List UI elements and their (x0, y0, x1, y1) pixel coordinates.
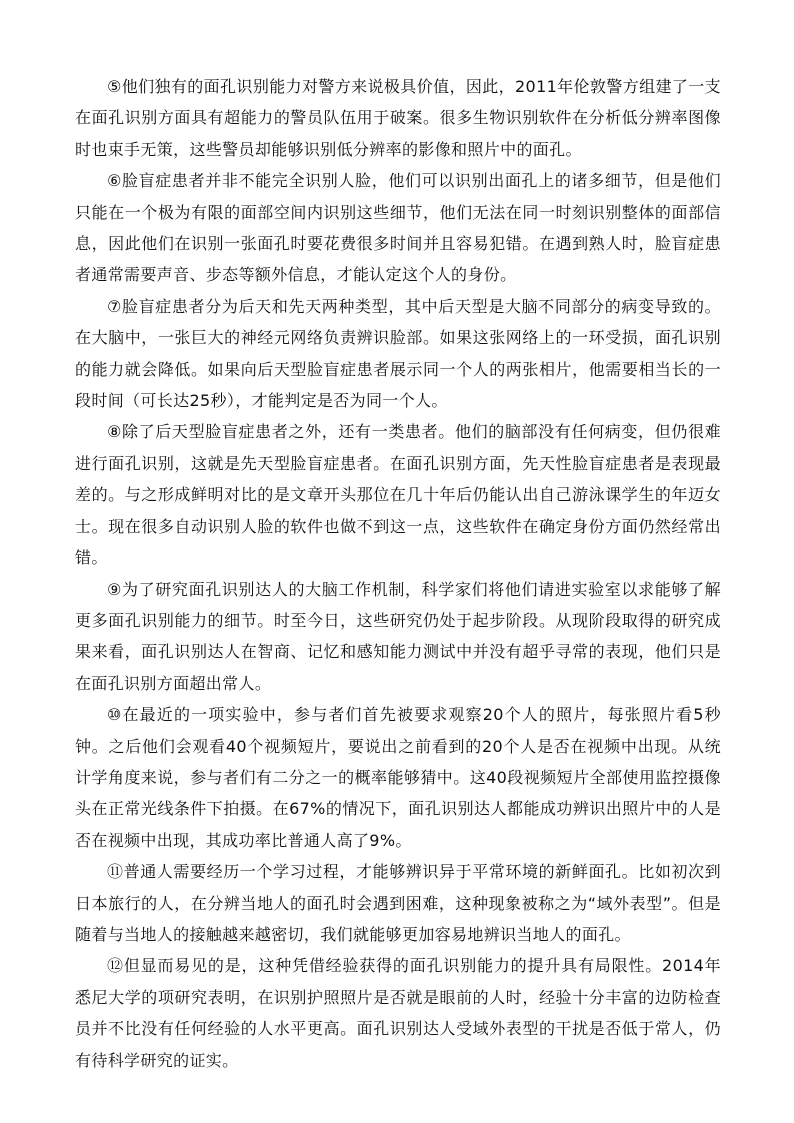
paragraph-8: ⑧除了后天型脸盲症患者之外，还有一类患者。他们的脑部没有任何病变，但仍很难进行面孔识别，这就是先天型脸盲症患者。在面孔识别方面，先天性脸盲症患者是表现最差的。与之形成鲜明对比的是文章开头那位在几十年后仍能认出自己游泳课学生的年迈女士。现在很多自动识别人脸的软件也做不到这一点，这些软件在确定身份方面仍然经常出错。 (75, 422, 721, 568)
paragraph-7: ⑦脸盲症患者分为后天和先天两种类型，其中后天型是大脑不同部分的病变导致的。在大脑中，一张巨大的神经元网络负责辨识脸部。如果这张网络上的一环受损，面孔识别的能力就会降低。如果向后天型脸盲症患者展示同一个人的两张相片，他需要相当长的一段时间（可长达25秒），才能判定是否为同一个人。 (75, 296, 721, 411)
paragraph-9: ⑨为了研究面孔识别达人的大脑工作机制，科学家们将他们请进实验室以求能够了解更多面孔识别能力的细节。时至今日，这些研究仍处于起步阶段。从现阶段取得的研究成果来看，面孔识别达人在智商、记忆和感知能力测试中并没有超乎寻常的表现，他们只是在面孔识别方面超出常人。 (75, 579, 721, 693)
document-page (75, 71, 721, 1076)
paragraph-11: ⑪普通人需要经历一个学习过程，才能够辨识异于平常环境的新鲜面孔。比如初次到日本旅行的人，在分辨当地人的面孔时会遇到困难，这种现象被称之为“域外表型”。但是随着与当地人的接触越来越密切，我们就能够更加容易地辨识当地人的面孔。 (75, 862, 721, 944)
paragraph-6: ⑥脸盲症患者并非不能完全识别人脸，他们可以识别出面孔上的诸多细节，但是他们只能在一个极为有限的面部空间内识别这些细节，他们无法在同一时刻识别整体的面部信息，因此他们在识别一张面孔时要花费很多时间并且容易犯错。在遇到熟人时，脸盲症患者通常需要声音、步态等额外信息，才能认定这个人的身份。 (75, 171, 721, 285)
paragraph-10: ⑩在最近的一项实验中，参与者们首先被要求观察20个人的照片，每张照片看5秒钟。之后他们会观看40个视频短片，要说出之前看到的20个人是否在视频中出现。从统计学角度来说，参与者们有二分之一的概率能够猜中。这40段视频短片全部使用监控摄像头在正常光线条件下拍摄。在67%的情况下，面孔识别达人都能成功辨识出照片中的人是否在视频中出现，其成功率比普通人高了9%。 (75, 705, 721, 850)
paragraph-5: ⑤他们独有的面孔识别能力对警方来说极具价值，因此，2011年伦敦警方组建了一支在面孔识别方面具有超能力的警员队伍用于破案。很多生物识别软件在分析低分辨率图像时也束手无策，这些警员却能够识别低分辨率的影像和照片中的面孔。 (75, 77, 721, 159)
paragraph-12: ⑫但显而易见的是，这种凭借经验获得的面孔识别能力的提升具有局限性。2014年悉尼大学的项研究表明，在识别护照照片是否就是眼前的人时，经验十分丰富的边防检查员并不比没有任何经验的人水平更高。面孔识别达人受域外表型的干扰是否低于常人，仍有待科学研究的证实。 (75, 956, 721, 1070)
